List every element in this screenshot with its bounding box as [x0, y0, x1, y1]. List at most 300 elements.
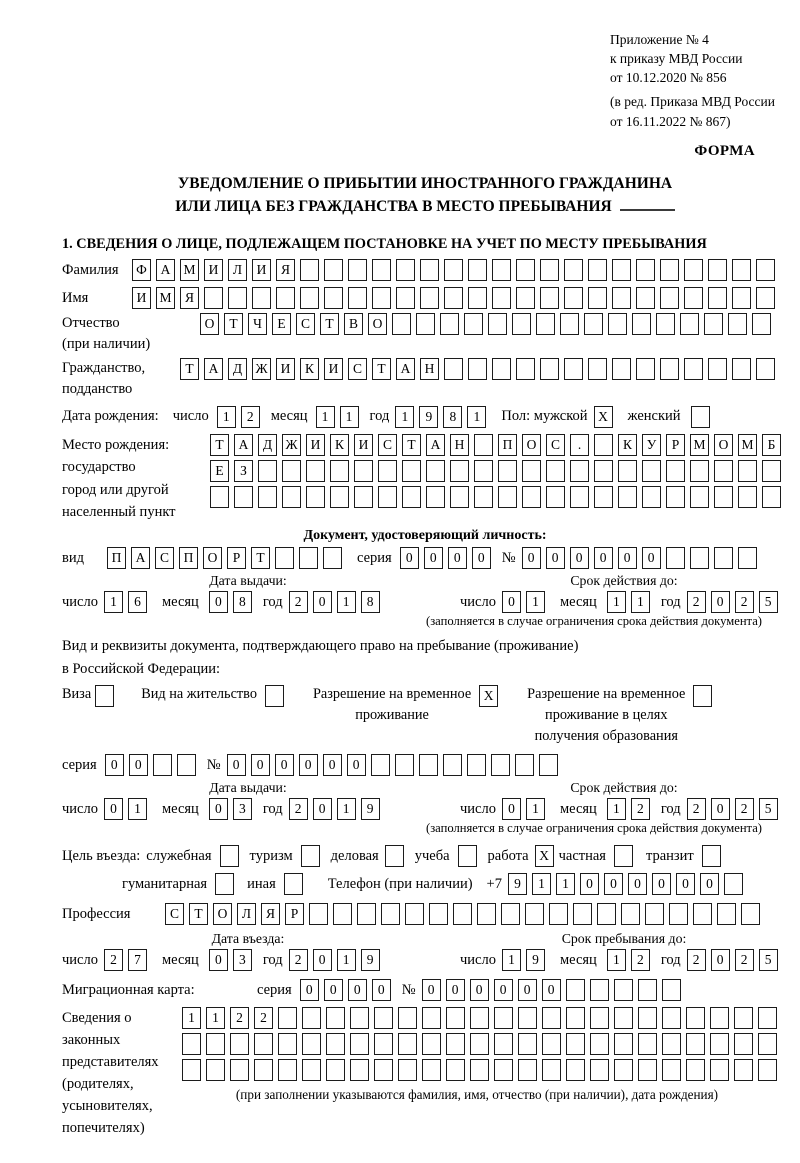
- cell[interactable]: И: [324, 358, 343, 380]
- cell[interactable]: [566, 979, 585, 1001]
- cell[interactable]: [702, 845, 721, 867]
- cell[interactable]: 1: [337, 949, 356, 971]
- cell[interactable]: 1: [556, 873, 575, 895]
- cell[interactable]: А: [204, 358, 223, 380]
- cell[interactable]: [492, 259, 511, 281]
- cell[interactable]: [669, 903, 688, 925]
- cell[interactable]: 0: [494, 979, 513, 1001]
- cell[interactable]: [724, 873, 743, 895]
- cell[interactable]: [708, 358, 727, 380]
- cell[interactable]: [714, 547, 733, 569]
- cell[interactable]: [690, 486, 709, 508]
- cell[interactable]: [588, 287, 607, 309]
- cell[interactable]: [350, 1033, 369, 1055]
- cell[interactable]: 0: [105, 754, 124, 776]
- cell[interactable]: [474, 460, 493, 482]
- cell[interactable]: [374, 1033, 393, 1055]
- cell[interactable]: [206, 1033, 225, 1055]
- cell[interactable]: [278, 1059, 297, 1081]
- cell[interactable]: [265, 685, 284, 707]
- cell[interactable]: 2: [687, 798, 706, 820]
- cell[interactable]: [492, 287, 511, 309]
- cell[interactable]: [621, 903, 640, 925]
- cell[interactable]: 9: [526, 949, 545, 971]
- cell[interactable]: 2: [631, 798, 650, 820]
- cell[interactable]: [252, 287, 271, 309]
- cell[interactable]: [662, 1007, 681, 1029]
- cell[interactable]: X: [594, 406, 613, 428]
- cell[interactable]: [381, 903, 400, 925]
- cell[interactable]: [662, 1059, 681, 1081]
- cell[interactable]: 6: [128, 591, 147, 613]
- cell[interactable]: Я: [261, 903, 280, 925]
- cell[interactable]: [444, 358, 463, 380]
- cell[interactable]: [738, 486, 757, 508]
- cell[interactable]: Т: [189, 903, 208, 925]
- cell[interactable]: [234, 486, 253, 508]
- cell[interactable]: Б: [762, 434, 781, 456]
- cell[interactable]: 0: [251, 754, 270, 776]
- cell[interactable]: [590, 979, 609, 1001]
- cell[interactable]: [638, 1059, 657, 1081]
- cell[interactable]: [426, 486, 445, 508]
- cell[interactable]: 2: [289, 798, 308, 820]
- cell[interactable]: 2: [241, 406, 260, 428]
- cell[interactable]: 1: [395, 406, 414, 428]
- cell[interactable]: 0: [676, 873, 695, 895]
- cell[interactable]: [501, 903, 520, 925]
- cell[interactable]: И: [306, 434, 325, 456]
- cell[interactable]: [573, 903, 592, 925]
- cell[interactable]: [474, 486, 493, 508]
- cell[interactable]: [300, 287, 319, 309]
- cell[interactable]: [636, 259, 655, 281]
- cell[interactable]: [690, 547, 709, 569]
- cell[interactable]: [301, 845, 320, 867]
- cell[interactable]: 8: [233, 591, 252, 613]
- cell[interactable]: [177, 754, 196, 776]
- cell[interactable]: 2: [254, 1007, 273, 1029]
- cell[interactable]: [560, 313, 579, 335]
- cell[interactable]: 0: [472, 547, 491, 569]
- cell[interactable]: [756, 287, 775, 309]
- cell[interactable]: О: [522, 434, 541, 456]
- cell[interactable]: [612, 259, 631, 281]
- cell[interactable]: С: [296, 313, 315, 335]
- cell[interactable]: 0: [400, 547, 419, 569]
- cell[interactable]: [419, 754, 438, 776]
- cell[interactable]: [426, 460, 445, 482]
- cell[interactable]: [684, 287, 703, 309]
- cell[interactable]: 2: [631, 949, 650, 971]
- cell[interactable]: О: [714, 434, 733, 456]
- cell[interactable]: X: [479, 685, 498, 707]
- cell[interactable]: 2: [289, 591, 308, 613]
- cell[interactable]: [182, 1033, 201, 1055]
- cell[interactable]: 2: [230, 1007, 249, 1029]
- cell[interactable]: И: [204, 259, 223, 281]
- cell[interactable]: [210, 486, 229, 508]
- cell[interactable]: [330, 460, 349, 482]
- cell[interactable]: [564, 358, 583, 380]
- cell[interactable]: [542, 1007, 561, 1029]
- cell[interactable]: 1: [182, 1007, 201, 1029]
- cell[interactable]: [710, 1059, 729, 1081]
- cell[interactable]: [522, 486, 541, 508]
- cell[interactable]: [374, 1059, 393, 1081]
- cell[interactable]: 0: [604, 873, 623, 895]
- cell[interactable]: [357, 903, 376, 925]
- cell[interactable]: И: [252, 259, 271, 281]
- cell[interactable]: 3: [233, 949, 252, 971]
- cell[interactable]: [354, 486, 373, 508]
- cell[interactable]: 2: [687, 949, 706, 971]
- cell[interactable]: С: [348, 358, 367, 380]
- cell[interactable]: [324, 287, 343, 309]
- cell[interactable]: [756, 358, 775, 380]
- cell[interactable]: 0: [580, 873, 599, 895]
- cell[interactable]: [468, 287, 487, 309]
- cell[interactable]: 0: [209, 949, 228, 971]
- cell[interactable]: 1: [532, 873, 551, 895]
- cell[interactable]: [254, 1059, 273, 1081]
- cell[interactable]: И: [132, 287, 151, 309]
- cell[interactable]: [732, 358, 751, 380]
- cell[interactable]: А: [156, 259, 175, 281]
- cell[interactable]: 0: [542, 979, 561, 1001]
- cell[interactable]: 2: [735, 949, 754, 971]
- cell[interactable]: 0: [652, 873, 671, 895]
- cell[interactable]: [632, 313, 651, 335]
- cell[interactable]: [515, 754, 534, 776]
- cell[interactable]: [402, 460, 421, 482]
- cell[interactable]: [732, 287, 751, 309]
- cell[interactable]: [686, 1033, 705, 1055]
- cell[interactable]: 1: [607, 949, 626, 971]
- cell[interactable]: [710, 1007, 729, 1029]
- cell[interactable]: [590, 1007, 609, 1029]
- cell[interactable]: [378, 486, 397, 508]
- cell[interactable]: [395, 754, 414, 776]
- cell[interactable]: О: [213, 903, 232, 925]
- cell[interactable]: [491, 754, 510, 776]
- cell[interactable]: [612, 358, 631, 380]
- cell[interactable]: 1: [104, 591, 123, 613]
- cell[interactable]: [300, 259, 319, 281]
- cell[interactable]: [444, 287, 463, 309]
- cell[interactable]: 1: [526, 798, 545, 820]
- cell[interactable]: С: [546, 434, 565, 456]
- cell[interactable]: Т: [402, 434, 421, 456]
- cell[interactable]: 0: [209, 591, 228, 613]
- cell[interactable]: [680, 313, 699, 335]
- cell[interactable]: [284, 873, 303, 895]
- cell[interactable]: 2: [735, 591, 754, 613]
- cell[interactable]: [518, 1059, 537, 1081]
- cell[interactable]: Е: [272, 313, 291, 335]
- cell[interactable]: [564, 259, 583, 281]
- cell[interactable]: [230, 1033, 249, 1055]
- cell[interactable]: [732, 259, 751, 281]
- cell[interactable]: [282, 460, 301, 482]
- cell[interactable]: [498, 460, 517, 482]
- cell[interactable]: [206, 1059, 225, 1081]
- cell[interactable]: [570, 486, 589, 508]
- cell[interactable]: 0: [522, 547, 541, 569]
- cell[interactable]: Т: [210, 434, 229, 456]
- cell[interactable]: 9: [361, 798, 380, 820]
- cell[interactable]: 8: [361, 591, 380, 613]
- cell[interactable]: [758, 1033, 777, 1055]
- cell[interactable]: [299, 547, 318, 569]
- cell[interactable]: Я: [276, 259, 295, 281]
- cell[interactable]: [204, 287, 223, 309]
- cell[interactable]: [474, 434, 493, 456]
- cell[interactable]: [302, 1033, 321, 1055]
- cell[interactable]: [498, 486, 517, 508]
- cell[interactable]: [228, 287, 247, 309]
- cell[interactable]: О: [368, 313, 387, 335]
- cell[interactable]: 1: [316, 406, 335, 428]
- cell[interactable]: [536, 313, 555, 335]
- cell[interactable]: [597, 903, 616, 925]
- cell[interactable]: [282, 486, 301, 508]
- cell[interactable]: [638, 1033, 657, 1055]
- cell[interactable]: [546, 486, 565, 508]
- cell[interactable]: С: [165, 903, 184, 925]
- cell[interactable]: 1: [607, 798, 626, 820]
- cell[interactable]: 1: [128, 798, 147, 820]
- cell[interactable]: 1: [337, 798, 356, 820]
- cell[interactable]: [638, 1007, 657, 1029]
- cell[interactable]: [396, 259, 415, 281]
- cell[interactable]: [666, 460, 685, 482]
- cell[interactable]: 3: [233, 798, 252, 820]
- cell[interactable]: [546, 460, 565, 482]
- cell[interactable]: [470, 1059, 489, 1081]
- cell[interactable]: [614, 1007, 633, 1029]
- cell[interactable]: [492, 358, 511, 380]
- cell[interactable]: [276, 287, 295, 309]
- cell[interactable]: [566, 1059, 585, 1081]
- cell[interactable]: .: [570, 434, 589, 456]
- cell[interactable]: 0: [129, 754, 148, 776]
- cell[interactable]: [614, 979, 633, 1001]
- cell[interactable]: 0: [275, 754, 294, 776]
- cell[interactable]: [662, 979, 681, 1001]
- cell[interactable]: [540, 287, 559, 309]
- cell[interactable]: [398, 1033, 417, 1055]
- cell[interactable]: [470, 1033, 489, 1055]
- cell[interactable]: [464, 313, 483, 335]
- cell[interactable]: 0: [300, 979, 319, 1001]
- cell[interactable]: [752, 313, 771, 335]
- cell[interactable]: [398, 1007, 417, 1029]
- cell[interactable]: [690, 460, 709, 482]
- cell[interactable]: 2: [104, 949, 123, 971]
- cell[interactable]: Н: [450, 434, 469, 456]
- cell[interactable]: [95, 685, 114, 707]
- cell[interactable]: [254, 1033, 273, 1055]
- cell[interactable]: [450, 486, 469, 508]
- cell[interactable]: [302, 1007, 321, 1029]
- cell[interactable]: 5: [759, 591, 778, 613]
- cell[interactable]: [762, 486, 781, 508]
- cell[interactable]: 0: [711, 949, 730, 971]
- cell[interactable]: И: [354, 434, 373, 456]
- cell[interactable]: 0: [711, 591, 730, 613]
- cell[interactable]: 0: [594, 547, 613, 569]
- cell[interactable]: 5: [759, 798, 778, 820]
- cell[interactable]: И: [276, 358, 295, 380]
- cell[interactable]: Р: [666, 434, 685, 456]
- cell[interactable]: Т: [251, 547, 270, 569]
- cell[interactable]: [704, 313, 723, 335]
- cell[interactable]: [734, 1007, 753, 1029]
- cell[interactable]: [660, 358, 679, 380]
- cell[interactable]: [385, 845, 404, 867]
- cell[interactable]: В: [344, 313, 363, 335]
- cell[interactable]: [372, 259, 391, 281]
- cell[interactable]: [258, 486, 277, 508]
- cell[interactable]: 7: [128, 949, 147, 971]
- cell[interactable]: [666, 547, 685, 569]
- cell[interactable]: [522, 460, 541, 482]
- cell[interactable]: [512, 313, 531, 335]
- cell[interactable]: Л: [237, 903, 256, 925]
- cell[interactable]: [614, 1033, 633, 1055]
- cell[interactable]: [525, 903, 544, 925]
- cell[interactable]: [645, 903, 664, 925]
- cell[interactable]: [590, 1059, 609, 1081]
- cell[interactable]: [566, 1033, 585, 1055]
- cell[interactable]: А: [396, 358, 415, 380]
- cell[interactable]: Л: [228, 259, 247, 281]
- cell[interactable]: [306, 460, 325, 482]
- cell[interactable]: [468, 259, 487, 281]
- cell[interactable]: [660, 287, 679, 309]
- cell[interactable]: А: [131, 547, 150, 569]
- cell[interactable]: 0: [372, 979, 391, 1001]
- cell[interactable]: Ч: [248, 313, 267, 335]
- cell[interactable]: [275, 547, 294, 569]
- cell[interactable]: [326, 1033, 345, 1055]
- cell[interactable]: [540, 358, 559, 380]
- cell[interactable]: 9: [419, 406, 438, 428]
- cell[interactable]: [684, 259, 703, 281]
- cell[interactable]: [666, 486, 685, 508]
- cell[interactable]: [638, 979, 657, 1001]
- cell[interactable]: [326, 1059, 345, 1081]
- cell[interactable]: Т: [320, 313, 339, 335]
- cell[interactable]: 0: [313, 949, 332, 971]
- cell[interactable]: [614, 1059, 633, 1081]
- cell[interactable]: 0: [628, 873, 647, 895]
- cell[interactable]: 0: [104, 798, 123, 820]
- cell[interactable]: [714, 460, 733, 482]
- cell[interactable]: [398, 1059, 417, 1081]
- cell[interactable]: К: [618, 434, 637, 456]
- cell[interactable]: 2: [289, 949, 308, 971]
- cell[interactable]: [642, 460, 661, 482]
- cell[interactable]: 1: [217, 406, 236, 428]
- cell[interactable]: [372, 287, 391, 309]
- cell[interactable]: [350, 1007, 369, 1029]
- cell[interactable]: З: [234, 460, 253, 482]
- cell[interactable]: 1: [502, 949, 521, 971]
- cell[interactable]: Т: [224, 313, 243, 335]
- cell[interactable]: [446, 1007, 465, 1029]
- cell[interactable]: [660, 259, 679, 281]
- cell[interactable]: С: [378, 434, 397, 456]
- cell[interactable]: Р: [285, 903, 304, 925]
- cell[interactable]: К: [300, 358, 319, 380]
- cell[interactable]: [588, 259, 607, 281]
- cell[interactable]: [758, 1007, 777, 1029]
- cell[interactable]: 0: [446, 979, 465, 1001]
- cell[interactable]: [734, 1059, 753, 1081]
- cell[interactable]: 0: [518, 979, 537, 1001]
- cell[interactable]: 0: [299, 754, 318, 776]
- cell[interactable]: А: [426, 434, 445, 456]
- cell[interactable]: [691, 406, 710, 428]
- cell[interactable]: Т: [180, 358, 199, 380]
- cell[interactable]: 0: [642, 547, 661, 569]
- cell[interactable]: [516, 358, 535, 380]
- cell[interactable]: [614, 845, 633, 867]
- cell[interactable]: 0: [209, 798, 228, 820]
- cell[interactable]: [326, 1007, 345, 1029]
- cell[interactable]: [323, 547, 342, 569]
- cell[interactable]: 1: [337, 591, 356, 613]
- cell[interactable]: [422, 1059, 441, 1081]
- cell[interactable]: [618, 486, 637, 508]
- cell[interactable]: 1: [607, 591, 626, 613]
- cell[interactable]: [518, 1007, 537, 1029]
- cell[interactable]: [594, 486, 613, 508]
- cell[interactable]: [708, 287, 727, 309]
- cell[interactable]: [566, 1007, 585, 1029]
- cell[interactable]: 1: [526, 591, 545, 613]
- cell[interactable]: [324, 259, 343, 281]
- cell[interactable]: [446, 1033, 465, 1055]
- cell[interactable]: [693, 903, 712, 925]
- cell[interactable]: М: [738, 434, 757, 456]
- cell[interactable]: [422, 1033, 441, 1055]
- cell[interactable]: [717, 903, 736, 925]
- cell[interactable]: 0: [700, 873, 719, 895]
- cell[interactable]: X: [535, 845, 554, 867]
- cell[interactable]: [258, 460, 277, 482]
- cell[interactable]: [516, 287, 535, 309]
- cell[interactable]: [539, 754, 558, 776]
- cell[interactable]: 0: [502, 798, 521, 820]
- cell[interactable]: Ф: [132, 259, 151, 281]
- cell[interactable]: [468, 358, 487, 380]
- cell[interactable]: [518, 1033, 537, 1055]
- cell[interactable]: [662, 1033, 681, 1055]
- cell[interactable]: 9: [508, 873, 527, 895]
- cell[interactable]: [516, 259, 535, 281]
- cell[interactable]: [494, 1007, 513, 1029]
- cell[interactable]: Ж: [252, 358, 271, 380]
- cell[interactable]: [348, 287, 367, 309]
- cell[interactable]: [470, 1007, 489, 1029]
- cell[interactable]: [306, 486, 325, 508]
- cell[interactable]: [488, 313, 507, 335]
- cell[interactable]: [594, 434, 613, 456]
- cell[interactable]: 0: [618, 547, 637, 569]
